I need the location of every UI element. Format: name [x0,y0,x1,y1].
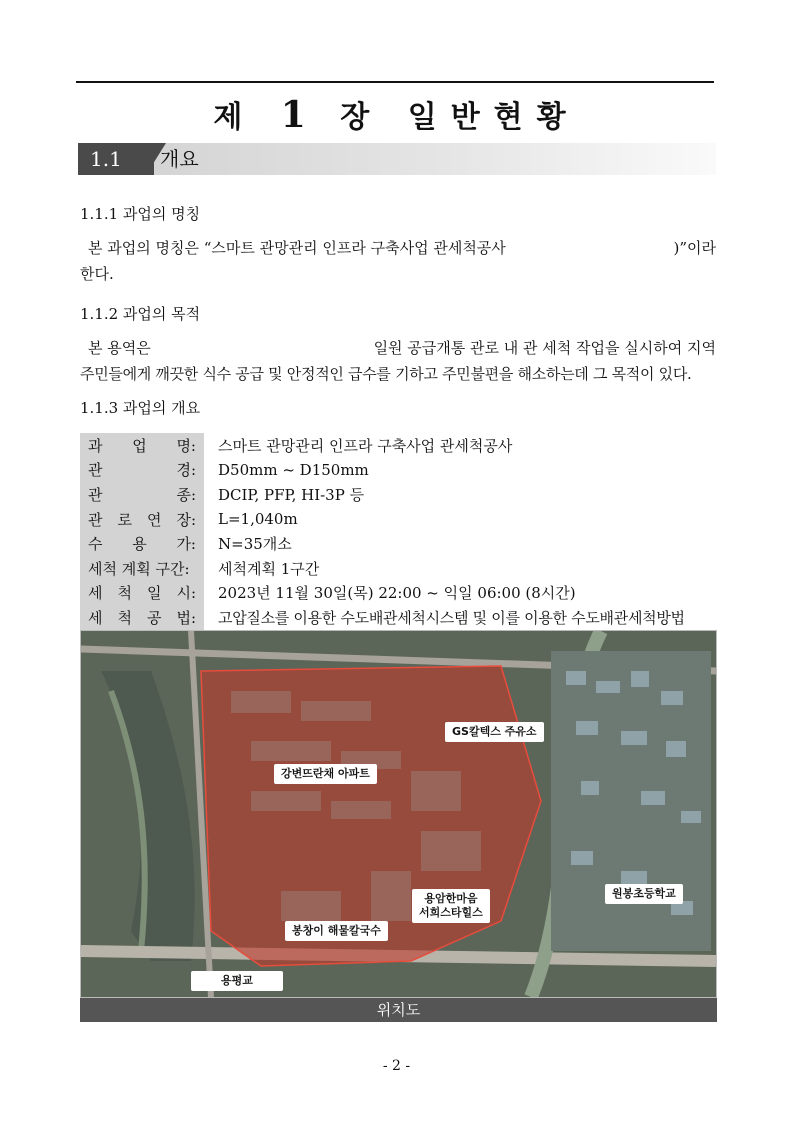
paragraph-purpose: 본 용역은 일원 공급개통 관로 내 관 세척 작업을 실시하여 지역 주민들에게 깨끗한 식수 공급 및 안정적인 급수를 기하고 주민불편을 해소하는데 그 목적이 있다. [80,339,716,383]
table-value: 세척계획 1구간 [218,559,320,578]
overview-table [80,433,717,630]
map-caption: 위치도 [80,998,717,1022]
subsection-heading-overview: 1.1.3 과업의 개요 [80,399,201,417]
table-row [80,605,717,630]
chapter-title: 제 1 장 일반현황 [213,94,580,136]
table-value: 2023년 11월 30일(목) 22:00 ~ 익일 06:00 (8시간) [218,584,576,603]
section-number: 1.1 [78,143,154,175]
table-row [80,482,717,507]
table-key: 관 경: [80,458,204,483]
table-value: 스마트 관망관리 인프라 구축사업 관세척공사 [218,436,513,455]
map-label-hills: 용암한마음 서희스타힐스 [412,889,490,923]
table-row [80,581,717,606]
map-label-school: 원봉초등학교 [605,884,683,904]
top-rule [76,81,714,83]
map-label-gas-station: GS칼텍스 주유소 [445,722,544,742]
table-key: 세 척 일 시: [80,581,204,606]
map-label-restaurant: 봉창이 해물칼국수 [285,921,388,941]
paragraph-name: 본 과업의 명칭은 “스마트 관망관리 인프라 구축사업 관세척공사 )”이라 한다. [80,239,716,283]
table-row [80,458,717,483]
map-label-apartment: 강변뜨란채 아파트 [274,764,377,784]
subsection-heading-purpose: 1.1.2 과업의 목적 [80,305,201,323]
table-row [80,556,717,581]
table-key: 과 업 명: [80,433,204,458]
section-title: 개요 [160,147,199,171]
page-number: - 2 - [382,1058,411,1074]
aerial-map-image [81,631,716,997]
table-key: 세척 계획 구간: [80,556,204,581]
table-value: N=35개소 [218,535,292,554]
table-value: D50mm ~ D150mm [218,460,369,479]
table-value: 고압질소를 이용한 수도배관세척시스템 및 이를 이용한 수도배관세척방법 [218,608,685,627]
table-key: 수 용 가: [80,531,204,556]
location-map [80,630,717,998]
table-key: 관 로 연 장: [80,507,204,532]
table-key: 세 척 공 법: [80,605,204,630]
subsection-heading-name: 1.1.1 과업의 명칭 [80,205,201,223]
map-label-bridge: 용평교 [191,971,283,991]
table-row [80,531,717,556]
table-key: 관 종: [80,482,204,507]
table-row [80,507,717,532]
table-value: DCIP, PFP, HI-3P 등 [218,485,365,504]
table-value: L=1,040m [218,510,298,529]
table-row [80,433,717,458]
